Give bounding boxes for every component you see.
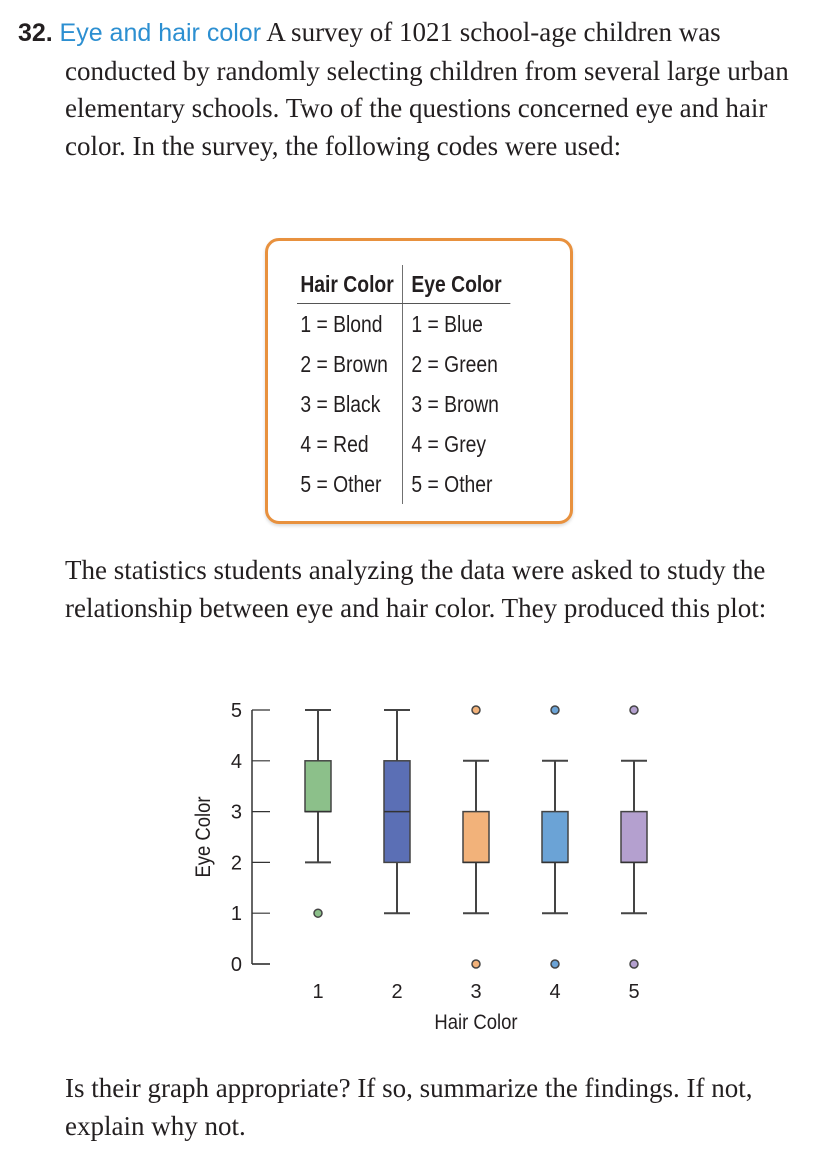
problem-intro bbox=[18, 14, 824, 165]
code-table bbox=[297, 265, 510, 504]
table-row bbox=[297, 304, 510, 345]
outlier-point bbox=[630, 960, 638, 968]
y-tick-label: 4 bbox=[230, 750, 242, 773]
boxplot-chart bbox=[180, 690, 680, 1055]
box-category-2 bbox=[384, 710, 410, 913]
eye-color-header: Eye Color bbox=[403, 265, 510, 304]
outlier-point bbox=[472, 706, 480, 714]
hair-color-header: Hair Color bbox=[297, 265, 403, 304]
y-tick-label: 2 bbox=[230, 852, 242, 875]
box-category-5 bbox=[621, 706, 647, 968]
hair-code-cell: 3 = Black bbox=[297, 384, 403, 424]
iqr-box bbox=[542, 812, 568, 863]
outlier-point bbox=[472, 960, 480, 968]
problem-intro-text: A survey of 1021 school-age children was conducted by randomly selecting children from several large urban elementary schools. Two of the questions concerned eye and hair color. In the survey, the following codes were used: bbox=[65, 17, 789, 161]
x-tick-label: 4 bbox=[549, 981, 561, 1003]
hair-code-cell: 1 = Blond bbox=[297, 304, 403, 345]
hair-code-cell: 4 = Red bbox=[297, 424, 403, 464]
problem-question-text: Is their graph appropriate? If so, summarize the findings. If not, explain why not. bbox=[65, 1073, 753, 1141]
problem-question bbox=[65, 1070, 825, 1145]
problem-number: 32. bbox=[18, 19, 53, 47]
x-axis-label: Hair Color bbox=[434, 1010, 518, 1035]
x-tick-label: 1 bbox=[312, 981, 324, 1003]
eye-code-cell: 3 = Brown bbox=[411, 390, 499, 417]
x-tick-label: 2 bbox=[391, 981, 403, 1003]
y-tick-label: 0 bbox=[230, 954, 242, 976]
hair-code-cell: 5 = Other bbox=[297, 464, 403, 504]
boxplot-svg bbox=[180, 690, 680, 1050]
eye-code-cell: 2 = Green bbox=[411, 350, 498, 377]
eye-code-cell: 1 = Blue bbox=[411, 310, 483, 337]
box-category-3 bbox=[463, 706, 489, 968]
iqr-box bbox=[621, 812, 647, 863]
y-tick-label: 5 bbox=[230, 700, 242, 722]
table-row bbox=[297, 464, 510, 504]
problem-middle bbox=[65, 552, 825, 627]
box-category-4 bbox=[542, 706, 568, 968]
y-axis-label: Eye Color bbox=[191, 796, 216, 878]
iqr-box bbox=[463, 812, 489, 863]
y-tick-label: 3 bbox=[230, 801, 242, 824]
problem-middle-text: The statistics students analyzing the data were asked to study the relationship between eye and hair color. They produced this plot: bbox=[65, 555, 767, 623]
outlier-point bbox=[314, 909, 322, 917]
table-row bbox=[297, 384, 510, 424]
iqr-box bbox=[305, 761, 331, 812]
outlier-point bbox=[630, 706, 638, 714]
eye-code-cell: 5 = Other bbox=[411, 470, 493, 497]
outlier-point bbox=[551, 706, 559, 714]
y-tick-label: 1 bbox=[230, 903, 242, 926]
outlier-point bbox=[551, 960, 559, 968]
x-tick-label: 3 bbox=[470, 981, 482, 1003]
box-category-1 bbox=[305, 710, 331, 917]
eye-code-cell: 4 = Grey bbox=[411, 430, 487, 457]
x-tick-label: 5 bbox=[628, 981, 640, 1003]
code-table-box bbox=[265, 238, 573, 524]
table-row bbox=[297, 424, 510, 464]
problem-heading: Eye and hair color bbox=[59, 19, 262, 47]
hair-code-cell: 2 = Brown bbox=[297, 344, 403, 384]
table-row bbox=[297, 344, 510, 384]
